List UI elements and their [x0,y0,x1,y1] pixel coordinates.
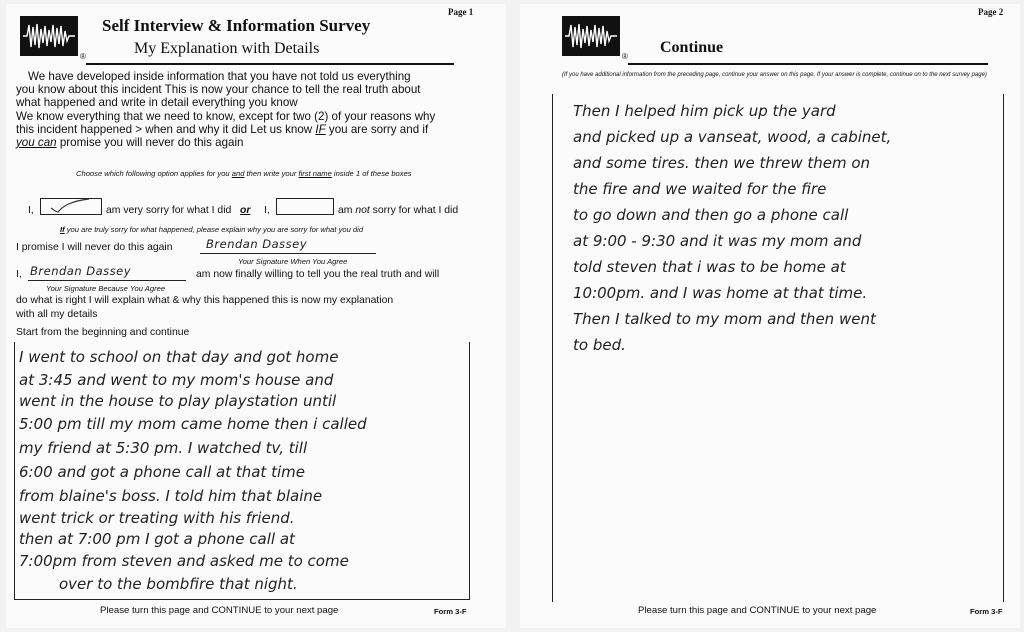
handwritten-line: I went to school on that day and got home [19,348,339,366]
survey-subtitle: My Explanation with Details [134,40,320,57]
willing-prefix: I, [16,269,22,280]
option-or: or [240,205,251,216]
handwritten-line: at 9:00 - 9:30 and it was my mom and [573,232,862,250]
choose-text: Choose which following option applies for you [76,169,232,178]
signature-1-caption: Your Signature When You Agree [238,257,348,266]
if-note-text: you are truly sorry for what happened, please explain why you are sorry for what you did [64,225,364,234]
intro-you-can: you can [16,136,57,150]
page-number: Page 1 [448,7,474,17]
handwritten-line: went in the house to play playstation until [19,392,337,410]
willing-text: am now finally willing to tell you the real truth and will [196,269,440,280]
handwritten-line: 10:00pm. and I was home at that time. [573,284,868,302]
choose-instruction [76,169,412,178]
option-text: am [338,205,356,216]
choose-text: inside 1 of these boxes [331,169,412,178]
handwritten-line: Then I talked to my mom and then went [573,310,876,328]
handwritten-line: from blaine's boss. I told him that blaine [19,487,323,505]
continue-note: (If you have additional information from the preceding page, continue your answer on this page. If your answer is complete, continue on to the next survey page) [562,72,987,78]
signature-2-caption: Your Signature Because You Agree [46,284,166,293]
option-not: not [355,205,370,216]
explain-line: with all my details [16,309,98,320]
handwritten-line: at 3:45 and went to my mom's house and [19,371,334,389]
sorry-name-box[interactable] [40,198,102,215]
intro-line [16,136,486,149]
option-not-sorry-label [338,205,458,216]
handwritten-line: 6:00 and got a phone call at that time [19,463,305,481]
not-sorry-name-box[interactable] [276,198,334,215]
waveform-logo-icon [20,16,78,56]
intro-if: IF [315,122,326,136]
intro-text: promise you will never do this again [56,136,244,150]
handwritten-line: Then I helped him pick up the yard [573,102,836,120]
explanation-writing-area[interactable] [14,342,470,600]
handwritten-line: 7:00pm from steven and asked me to come [19,552,349,570]
option-prefix: I, [28,205,34,216]
intro-line [16,123,486,136]
handwritten-line: the fire and we waited for the fire [573,180,827,198]
if-sorry-note [60,225,363,234]
intro-text: you are sorry and if [325,122,429,136]
waveform-logo-icon [562,16,620,56]
handwritten-line: my friend at 5:30 pm. I watched tv, till [19,439,308,457]
handwritten-line: and picked up a vanseat, wood, a cabinet, [573,128,892,146]
handwritten-line: then at 7:00 pm I got a phone call at [19,530,295,548]
option-prefix-2: I, [264,205,270,216]
page-number: Page 2 [978,7,1004,17]
registered-mark: ® [80,52,86,61]
footer-instruction: Please turn this page and CONTINUE to your next page [638,605,877,616]
if-note-if: If [60,225,65,234]
start-label: Start from the beginning and continue [16,327,190,338]
form-id: Form 3-F [434,607,467,616]
footer-instruction: Please turn this page and CONTINUE to your next page [100,605,339,616]
registered-mark: ® [622,52,628,61]
continue-title: Continue [660,39,724,56]
intro-line: We know everything that we need to know, except for two (2) of your reasons why [16,109,436,123]
handwritten-line: to bed. [573,336,626,354]
intro-line: you know about this incident This is now your chance to tell the real truth about [16,83,421,97]
choose-first-name: first name [298,169,332,178]
option-text: sorry for what I did [369,205,459,216]
handwritten-line: told steven that i was to be home at [573,258,846,276]
handwritten-line: went trick or treating with his friend. [19,509,295,527]
handwritten-line: to go down and then go a phone call [573,206,849,224]
promise-label: I promise I will never do this again [16,242,173,253]
signature-1: Brendan Dassey [206,237,308,251]
option-sorry-label: am very sorry for what I did [106,205,232,216]
form-id: Form 3-F [970,607,1003,616]
signature-2: Brendan Dassey [30,264,132,278]
intro-text: this incident happened > when and why it did Let us know [16,122,316,136]
checkmark-icon [49,198,93,214]
survey-page-2 [520,4,1020,628]
title-divider [86,63,454,65]
handwritten-line: over to the bombfire that night. [59,575,298,593]
signature-1-line [200,253,376,254]
handwritten-line: 5:00 pm till my mom came home then i called [19,415,367,433]
continuation-writing-area[interactable] [552,94,1004,602]
title-divider [628,63,988,65]
intro-paragraph [16,70,486,149]
survey-title: Self Interview & Information Survey [102,16,371,35]
survey-page-1 [6,4,506,628]
handwritten-line: and some tires. then we threw them on [573,154,871,172]
intro-line: We have developed inside information that you have not told us everything [28,70,411,83]
intro-line: what happened and write in detail everything you know [16,96,298,110]
signature-2-line [28,280,186,281]
explain-line: do what is right I will explain what & why this happened this is now my explanation [16,295,394,306]
choose-text: then write your [244,169,299,178]
choose-and: and [231,169,245,178]
